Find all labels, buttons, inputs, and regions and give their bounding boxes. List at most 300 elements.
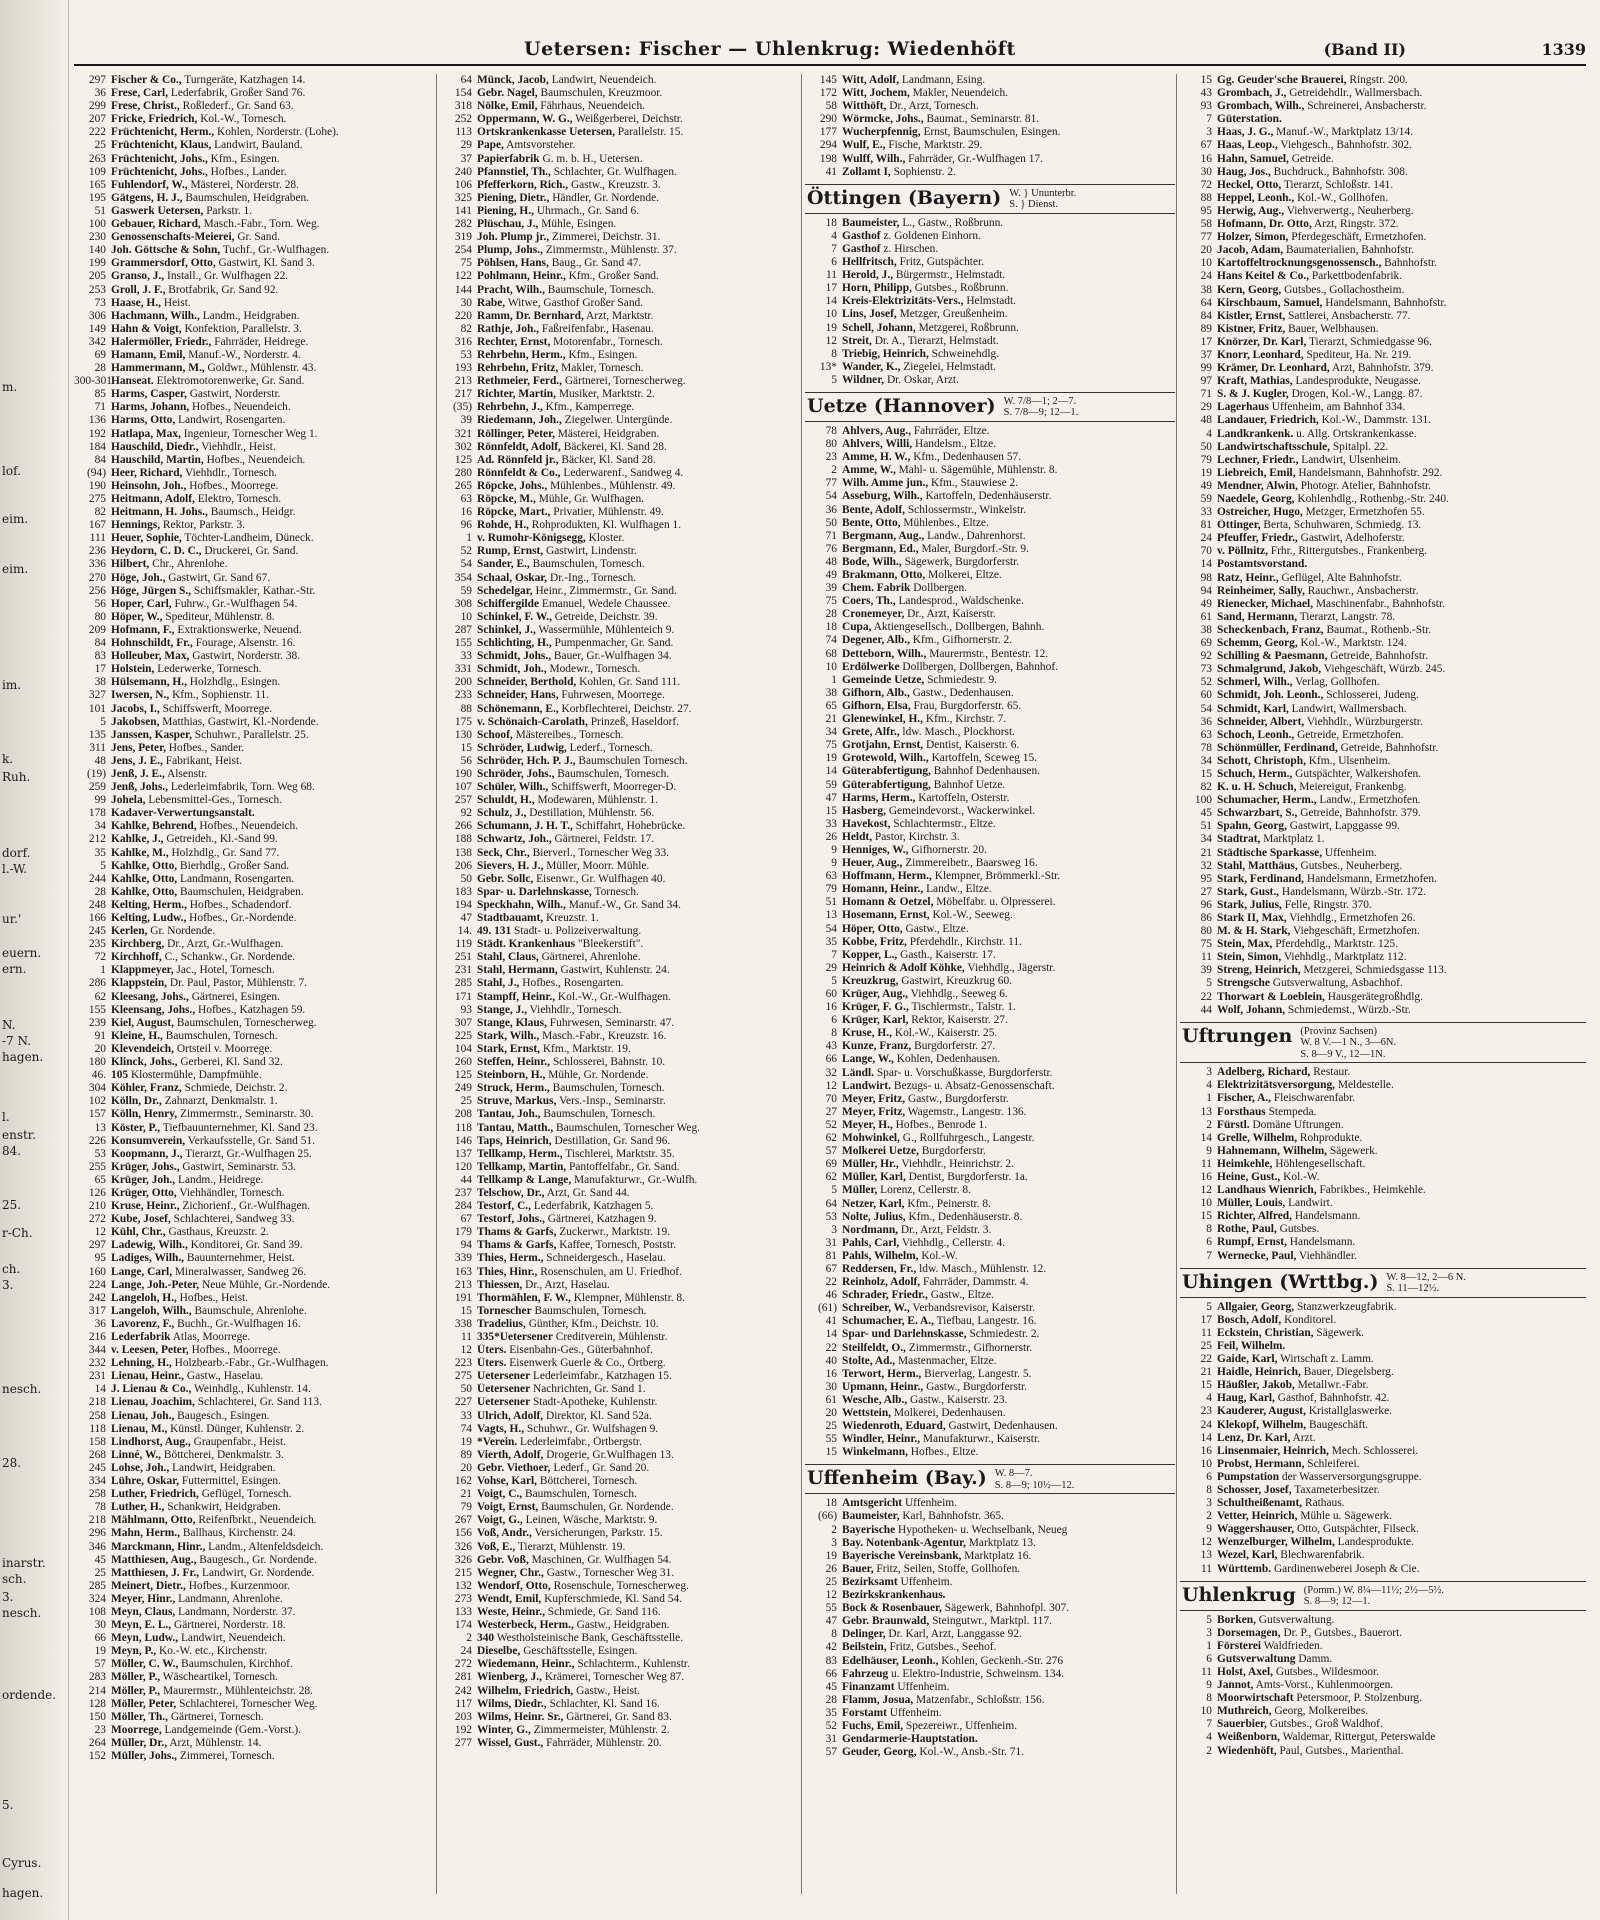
phone-number: 75: [1200, 938, 1212, 951]
office-hours-line: S. 8—9; 10½—12.: [994, 1479, 1075, 1491]
subscriber-name: Fischer, A.,: [1217, 1092, 1271, 1105]
directory-entry: [440, 1671, 800, 1684]
directory-entry: [74, 1645, 431, 1658]
phone-number: 65: [94, 1173, 106, 1186]
subscriber-details: Kol.-W., Gollhofen.: [1294, 191, 1389, 204]
subscriber-name: Möller, Th.,: [111, 1710, 168, 1723]
directory-entry: [440, 257, 800, 270]
edge-fragment: ur.': [2, 912, 22, 926]
subscriber-details: Kreuzstr. 1.: [543, 912, 599, 924]
directory-entry: [1180, 847, 1586, 860]
subscriber-details: Rohprodukte.: [1297, 1131, 1363, 1144]
edge-fragment: l.-W.: [2, 862, 28, 876]
phone-number: 214: [88, 1684, 106, 1697]
subscriber-name: Wissel, Gust.,: [477, 1736, 544, 1749]
subscriber-name: Oppermann, W. G.,: [477, 113, 573, 126]
subscriber-details: Baumschulen Tornesch.: [575, 754, 688, 767]
directory-entry: [805, 1510, 1175, 1523]
subscriber-name: Schemm, Georg,: [1217, 637, 1298, 650]
directory-entry: [74, 755, 431, 768]
subscriber-details: Landesprod., Waldschenke.: [895, 595, 1024, 608]
directory-entry: [74, 1030, 431, 1043]
subscriber-name: J. Lienau & Co.,: [111, 1383, 192, 1396]
subscriber-name: 335*Uetersener: [477, 1331, 553, 1343]
subscriber-details: Schleiferei.: [1304, 1457, 1360, 1470]
directory-entry: [1180, 1145, 1586, 1158]
subscriber-name: Lienau, M.,: [111, 1422, 168, 1435]
subscriber-name: Üetersener: [477, 1383, 531, 1396]
subscriber-details: Lederleimfabrik, Torn. Weg 68.: [167, 781, 315, 794]
directory-entry: [74, 1685, 431, 1698]
directory-entry: [440, 1344, 800, 1357]
phone-number: 3: [1206, 1066, 1212, 1079]
phone-number: 5: [1206, 1613, 1212, 1626]
subscriber-name: Haug, Karl,: [1217, 1392, 1275, 1405]
directory-entry: [440, 781, 800, 794]
subscriber-details: Dollbergen.: [910, 582, 968, 595]
office-hours: [1001, 187, 1076, 211]
phone-number: 346: [88, 1540, 106, 1553]
phone-number: 140: [88, 244, 106, 257]
subscriber-name: Langeloh, Wilh.,: [111, 1304, 192, 1317]
directory-entry: [805, 1589, 1175, 1602]
subscriber-name: Städt. Krankenhaus: [477, 938, 576, 951]
subscriber-name: Klevendeich,: [111, 1042, 174, 1055]
directory-entry: [805, 1524, 1175, 1537]
phone-number: 1: [466, 532, 472, 545]
directory-entry: [440, 938, 800, 951]
phone-number: 46.: [91, 1069, 106, 1082]
phone-number: 23: [1200, 1405, 1212, 1418]
directory-entry: [1180, 126, 1586, 139]
directory-entry: [440, 1043, 800, 1056]
subscriber-name: Kauderer, August,: [1217, 1405, 1306, 1418]
subscriber-details: Dentist, Burgdorferstr. 1a.: [905, 1171, 1028, 1184]
subscriber-name: Müller, Louis,: [1217, 1197, 1286, 1210]
phone-number: 10: [825, 660, 837, 673]
subscriber-details: Weißgerberei, Deichstr.: [572, 113, 683, 126]
phone-number: 61: [825, 1393, 837, 1406]
subscriber-details: Bäckerei, Kl. Sand 28.: [560, 440, 667, 453]
subscriber-name: Schmidt, Karl,: [1217, 702, 1289, 715]
directory-entry: [805, 530, 1175, 543]
subscriber-name: Höge, Jürgen S.,: [111, 584, 192, 597]
subscriber-name: Plüschau, J.,: [477, 218, 539, 231]
phone-number: 152: [88, 1750, 106, 1762]
directory-entry: [440, 1711, 800, 1724]
subscriber-name: Thies, Herm.,: [477, 1252, 544, 1265]
subscriber-name: Matthiesen, J. Fr.,: [111, 1566, 200, 1579]
phone-number: 319: [454, 231, 472, 244]
edge-fragment: hagen.: [2, 1050, 44, 1064]
directory-entry: [74, 1056, 431, 1069]
subscriber-name: Steinborn, H.,: [477, 1069, 546, 1082]
directory-entry: [440, 663, 800, 676]
directory-entry: [440, 689, 800, 702]
subscriber-details: Fahrräder, Eltze.: [910, 424, 990, 437]
phone-number: 117: [455, 1697, 472, 1710]
subscriber-details: Arzt.: [1290, 1431, 1316, 1444]
phone-number: 62: [825, 1132, 837, 1145]
subscriber-name: Scheckenbach, Franz,: [1217, 623, 1324, 636]
directory-entry: [74, 349, 431, 362]
subscriber-name: Borken,: [1217, 1613, 1256, 1626]
office-hours-line: W. 8 V.—1 N., 3—6N.: [1300, 1037, 1397, 1049]
directory-entry: [805, 1027, 1175, 1040]
directory-entry: [74, 977, 431, 990]
directory-entry: [440, 1030, 800, 1043]
directory-entry: [440, 1200, 800, 1213]
page-header: [74, 34, 1586, 66]
phone-number: 22: [825, 1276, 837, 1289]
phone-number: 11: [461, 1331, 472, 1343]
directory-entry: [805, 126, 1175, 139]
phone-number: 4: [1206, 1079, 1212, 1092]
subscriber-name: Kistler, Ernst,: [1217, 309, 1286, 322]
phone-number: 334: [88, 1475, 106, 1488]
subscriber-name: Reinheimer, Sally,: [1217, 584, 1305, 597]
subscriber-name: Wilms, Heinr. Sr.,: [477, 1710, 564, 1723]
subscriber-name: Testorf, Johs.,: [477, 1213, 545, 1226]
subscriber-details: Baugeschäft.: [1306, 1418, 1369, 1431]
edge-fragment: lof.: [2, 464, 21, 478]
directory-entry: [1180, 506, 1586, 519]
phone-number: 235: [88, 938, 106, 951]
subscriber-details: Hofbes., Moorrege.: [188, 1344, 281, 1357]
directory-entry: [805, 451, 1175, 464]
directory-entry: [1180, 1705, 1586, 1718]
subscriber-details: Kartoffeln, Osterstr.: [915, 791, 1010, 804]
directory-entry: [1180, 179, 1586, 192]
phone-number: 286: [88, 977, 106, 990]
phone-number: 5: [831, 1184, 837, 1197]
directory-entry: [1180, 74, 1586, 87]
subscriber-details: Verbandsrevisor, Kaiserstr.: [909, 1302, 1035, 1315]
subscriber-details: Mästerei, Heidgraben.: [554, 427, 660, 440]
phone-number: 71: [825, 529, 837, 542]
phone-number: 19: [460, 1435, 472, 1448]
subscriber-details: Bierhdlg., Großer Sand.: [177, 859, 290, 872]
subscriber-details: Verkaufsstelle, Gr. Sand 51.: [185, 1134, 315, 1147]
directory-entry: [1180, 428, 1586, 441]
directory-entry: [1180, 1236, 1586, 1249]
phone-number: 135: [88, 728, 106, 741]
office-hours-line: S. 8—9 V., 12—1N.: [1300, 1048, 1386, 1060]
phone-number: 183: [454, 885, 472, 898]
phone-number: 98: [1200, 571, 1212, 584]
directory-entry: [440, 1632, 800, 1645]
phone-number: 93: [460, 1003, 472, 1016]
subscriber-name: Witt, Adolf,: [842, 74, 900, 86]
directory-entry: [440, 1449, 800, 1462]
phone-number: 290: [819, 113, 837, 126]
directory-entry: [1180, 886, 1586, 899]
phone-number: 14: [94, 1383, 106, 1396]
edge-fragment: r-Ch.: [2, 1226, 33, 1240]
subscriber-name: Schuldt, H.,: [477, 794, 535, 807]
phone-number: 69: [94, 348, 106, 361]
directory-entry: [1180, 1119, 1586, 1132]
directory-entry: [74, 1174, 431, 1187]
directory-entry: [440, 1658, 800, 1671]
subscriber-name: Liebreich, Emil,: [1217, 466, 1296, 479]
directory-entry: [1180, 558, 1586, 571]
subscriber-name: Gaswerk Uetersen,: [111, 204, 204, 217]
directory-entry: [805, 909, 1175, 922]
subscriber-name: Stark, Julius,: [1217, 898, 1282, 911]
phone-number: 20: [94, 1042, 106, 1055]
phone-number: 216: [88, 1331, 106, 1343]
previous-page-edge: [0, 0, 69, 1920]
directory-entry: [74, 1423, 431, 1436]
directory-entry: [805, 1263, 1175, 1276]
edge-fragment: im.: [2, 678, 22, 692]
subscriber-details: Kristallglaswerke.: [1305, 1405, 1392, 1418]
subscriber-details: Viehhändler.: [1296, 1249, 1357, 1262]
subscriber-details: Landwirt, Bauland.: [211, 139, 303, 152]
subscriber-details: G., Rollfuhrgesch., Langestr.: [899, 1132, 1035, 1145]
phone-number: 13: [1200, 1105, 1212, 1118]
edge-fragment: eim.: [2, 512, 29, 526]
directory-entry: [440, 912, 800, 925]
phone-number: 54: [1200, 702, 1212, 715]
phone-number: 245: [88, 1461, 106, 1474]
subscriber-details: Fritz, Gutsbes., Seehof.: [886, 1641, 997, 1654]
subscriber-details: Hofbes., Sander.: [165, 741, 245, 754]
directory-entry: [74, 951, 431, 964]
subscriber-name: Klappmeyer,: [111, 964, 174, 977]
directory-entry: [74, 1475, 431, 1488]
subscriber-details: Holzhdlg., Esingen.: [186, 676, 281, 689]
phone-number: 175: [454, 715, 472, 728]
directory-entry: [805, 100, 1175, 113]
directory-entry: [74, 1527, 431, 1540]
directory-entry: [74, 1554, 431, 1567]
directory-entry: [440, 284, 800, 297]
subscriber-name: Grelle, Wilhelm,: [1217, 1131, 1298, 1144]
subscriber-details: Schlachter, Gr. Wulfhagen.: [550, 165, 677, 178]
subscriber-name: Brakmann, Otto,: [842, 569, 926, 581]
subscriber-name: Voigt, G.,: [477, 1514, 523, 1527]
subscriber-details: Baumschulen, Heidgraben.: [177, 885, 304, 898]
subscriber-details: Baumschule, Tornesch.: [544, 283, 655, 296]
phone-number: 94: [1200, 584, 1212, 597]
directory-entry: [805, 1093, 1175, 1106]
subscriber-name: v. Schönaich-Carolath,: [477, 715, 588, 728]
phone-number: 42: [825, 1641, 837, 1654]
phone-number: 54: [825, 490, 837, 503]
directory-entry: [805, 1602, 1175, 1615]
directory-entry: [1180, 650, 1586, 663]
subscriber-name: Landhaus Wienrich,: [1217, 1184, 1317, 1197]
directory-entry: [1180, 1458, 1586, 1471]
phone-number: 266: [454, 820, 472, 833]
directory-entry: [1180, 388, 1586, 401]
subscriber-name: Harms, Johann,: [111, 401, 190, 414]
subscriber-details: Tierarzt, Schmiedgasse 96.: [1306, 335, 1432, 348]
subscriber-name: Bente, Adolf,: [842, 503, 905, 516]
subscriber-name: S. & J. Kugler,: [1217, 388, 1289, 401]
subscriber-details: Korbflechterei, Deichstr. 27.: [558, 702, 692, 715]
subscriber-details: Vers.-Insp., Seminarstr.: [556, 1095, 666, 1108]
directory-entry: [1180, 1563, 1586, 1576]
subscriber-name: Lienau, Joachim,: [111, 1396, 195, 1409]
subscriber-name: Heimkehle,: [1217, 1157, 1273, 1170]
subscriber-name: Kruse, Heinr.,: [111, 1200, 180, 1213]
subscriber-details: Landw., Ermetzhofen.: [1316, 794, 1421, 807]
directory-entry: [1180, 231, 1586, 244]
subscriber-details: Lederleimfabr., Katzhagen 15.: [530, 1370, 672, 1383]
subscriber-name: Schoof,: [477, 728, 513, 741]
subscriber-name: Pumpstation: [1217, 1470, 1280, 1483]
phone-number: 167: [88, 519, 106, 532]
subscriber-name: Uetersener: [477, 1370, 531, 1383]
directory-entry: [74, 1593, 431, 1606]
phone-number: 35: [825, 1706, 837, 1719]
directory-entry: [805, 726, 1175, 739]
subscriber-details: Hofbes., Neuendeich.: [203, 453, 306, 466]
subscriber-name: Strengsche: [1217, 977, 1270, 990]
subscriber-details: Spezereiwr., Uffenheim.: [903, 1719, 1018, 1732]
directory-entry: [805, 490, 1175, 503]
directory-entry: [440, 807, 800, 820]
subscriber-details: Landwirt, Heidgraben.: [169, 1461, 276, 1474]
subscriber-details: Gärtnerei, Esingen.: [188, 990, 280, 1003]
subscriber-name: Tellkamp, Martin,: [477, 1160, 567, 1173]
directory-entry: [1180, 401, 1586, 414]
directory-entry: [440, 519, 800, 532]
directory-entry: [74, 768, 431, 781]
subscriber-name: Holstein,: [111, 663, 155, 676]
phone-number: 21: [460, 1488, 472, 1501]
subscriber-name: Hachmann, Wilh.,: [111, 309, 200, 322]
subscriber-details: Dr., Arzt, Gr.-Wulfhagen.: [164, 938, 284, 951]
directory-entry: [1180, 441, 1586, 454]
subscriber-name: 105: [111, 1069, 129, 1082]
office-hours-line: W. 7/8—1; 2—7.: [1003, 395, 1077, 407]
directory-entry: [440, 755, 800, 768]
subscriber-name: Jacobs, I.,: [111, 702, 160, 715]
phone-number: 16: [825, 1001, 837, 1014]
subscriber-details: Landwirt, Wallmersbach.: [1288, 702, 1407, 715]
subscriber-name: Hasberg,: [842, 804, 886, 817]
phone-number: 21: [1200, 846, 1212, 859]
subscriber-name: Fuhlendorf, W.,: [111, 178, 188, 191]
phone-number: 32: [1200, 859, 1212, 872]
directory-entry: [1180, 991, 1586, 1004]
subscriber-details: Gutsbes.: [1276, 1223, 1320, 1236]
subscriber-name: Rathje, Joh.,: [477, 322, 540, 335]
subscriber-name: Schoch, Leonh.,: [1217, 728, 1295, 741]
subscriber-details: Tiefbauunternehmer, Kl. Sand 23.: [160, 1121, 318, 1134]
phone-number: 242: [88, 1291, 106, 1304]
directory-entry: [440, 1252, 800, 1265]
phone-number: 11: [1201, 1562, 1212, 1575]
directory-entry: [74, 126, 431, 139]
directory-entry: [1180, 1614, 1586, 1627]
subscriber-details: Schlossermstr., Winkelstr.: [904, 503, 1027, 516]
subscriber-name: Schulz, J.,: [477, 807, 527, 820]
directory-entry: [805, 1119, 1175, 1132]
directory-entry: [1180, 310, 1586, 323]
subscriber-name: Eckstein, Christian,: [1217, 1326, 1314, 1339]
subscriber-name: Upmann, Heinr.,: [842, 1380, 924, 1393]
subscriber-name: Schilling & Paesmann,: [1217, 650, 1328, 663]
phone-number: 275: [454, 1370, 472, 1383]
directory-entry: [1180, 703, 1586, 716]
directory-entry: [1180, 1640, 1586, 1653]
subscriber-details: Destillation, Gr. Sand 96.: [551, 1134, 671, 1147]
subscriber-name: Köhler, Franz,: [111, 1082, 182, 1095]
subscriber-details: Molkerei, Dedenhausen.: [891, 1407, 1006, 1419]
phone-number: 325: [454, 191, 472, 204]
phone-number: 200: [454, 676, 472, 689]
subscriber-details: Getreidehdlr., Wallmersbach.: [1286, 87, 1423, 100]
subscriber-name: Fürstl.: [1217, 1118, 1250, 1131]
subscriber-details: Hofbes., Benrode 1.: [892, 1118, 988, 1131]
subscriber-details: Fahrräder, Dammstr. 4.: [920, 1276, 1029, 1289]
subscriber-details: Viehgesch., Bahnhofstr. 302.: [1277, 139, 1412, 152]
subscriber-name: Bauer,: [842, 1562, 874, 1575]
subscriber-name: Meyer, Fritz,: [842, 1092, 906, 1105]
office-hours: [1292, 1025, 1396, 1061]
phone-number: 15: [460, 1304, 472, 1317]
phone-number: 82: [1200, 781, 1212, 794]
phone-number: 282: [454, 218, 472, 231]
subscriber-name: Städtische Sparkasse,: [1217, 846, 1323, 859]
subscriber-name: Piening, H.,: [477, 204, 534, 217]
subscriber-details: Fritz, Gutspächter.: [896, 256, 985, 269]
subscriber-name: Wienberg, J.,: [477, 1671, 542, 1684]
subscriber-details: Zahnarzt, Denkmalstr. 1.: [161, 1095, 278, 1108]
subscriber-details: Rauchwr., Ansbacherstr.: [1304, 584, 1419, 597]
subscriber-name: Lühre, Oskar,: [111, 1475, 180, 1488]
directory-entry: [74, 441, 431, 454]
subscriber-name: Wezel, Karl,: [1217, 1549, 1278, 1562]
subscriber-details: Arzt, Gr. Sand 44.: [544, 1186, 630, 1199]
directory-entry: [805, 1145, 1175, 1158]
phone-number: 258: [88, 1488, 106, 1501]
subscriber-name: Heuer, Aug.,: [842, 857, 903, 870]
directory-entry: [805, 348, 1175, 361]
subscriber-name: Lange, Joh.-Peter,: [111, 1278, 200, 1291]
subscriber-details: Ingenieur, Tornescher Weg 1.: [180, 427, 318, 440]
subscriber-name: Wörmcke, Johs.,: [842, 113, 924, 126]
subscriber-details: Dr., Arzt, Haselau.: [522, 1278, 610, 1291]
subscriber-details: Gastw., Burgdorferstr.: [923, 1380, 1028, 1393]
directory-entry: [74, 74, 431, 87]
phone-number: 344: [88, 1344, 106, 1357]
directory-entry: [440, 1724, 800, 1737]
subscriber-name: Haidle, Heinrich,: [1217, 1366, 1301, 1379]
subscriber-name: Röllinger, Peter,: [477, 427, 555, 440]
subscriber-name: Mohwinkel,: [842, 1132, 900, 1145]
subscriber-details: Kol.-W., Gr.-Wulfhagen.: [555, 990, 671, 1003]
directory-entry: [74, 1410, 431, 1423]
subscriber-name: Schumacher, Herm.,: [1217, 794, 1317, 807]
subscriber-name: Müller, Hr.,: [842, 1158, 899, 1171]
directory-entry: [805, 477, 1175, 490]
phone-number: 47: [825, 1615, 837, 1628]
subscriber-details: Restaur.: [1310, 1066, 1351, 1079]
phone-number: 8: [831, 347, 837, 360]
phone-number: 7: [1206, 113, 1212, 126]
phone-number: 33: [825, 817, 837, 830]
subscriber-name: Stahl, J.,: [477, 977, 520, 990]
place-heading: [1180, 1022, 1586, 1064]
phone-number: 35: [94, 846, 106, 859]
subscriber-name: v. Rumohr-Königsegg,: [477, 532, 586, 545]
